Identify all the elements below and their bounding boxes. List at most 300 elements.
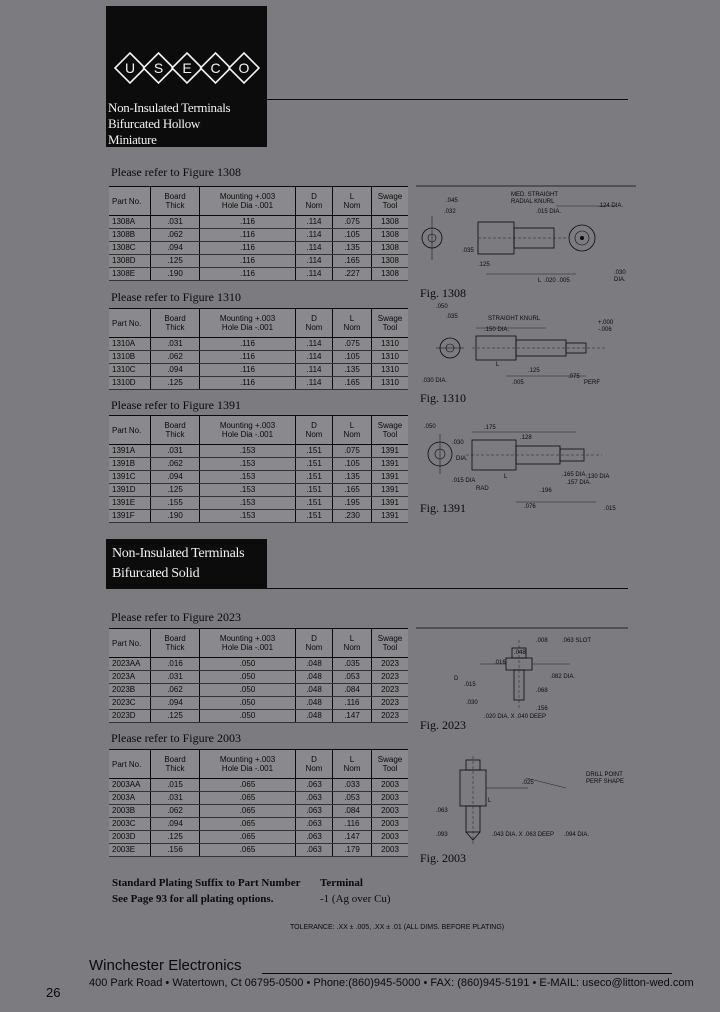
- figure-1310-drawing: [416, 300, 636, 390]
- cell-d: .063: [296, 844, 333, 857]
- header-swage: [372, 187, 409, 216]
- logo-letter: U: [124, 60, 136, 76]
- spec-table-1310: [109, 308, 408, 390]
- section1-title-line: Miniature: [108, 132, 157, 147]
- table-row: [109, 510, 408, 523]
- spec-table-2023: [109, 628, 408, 723]
- table-caption: Please refer to Figure 1308: [111, 165, 241, 179]
- header-swage-line2: Tool: [382, 643, 398, 652]
- dim-label: .020: [544, 278, 556, 284]
- cell-swage: 1308: [372, 229, 409, 242]
- cell-part-no: 1310B: [109, 351, 151, 364]
- header-swage-line1: Swage: [377, 314, 403, 323]
- dim-label: D: [454, 676, 459, 682]
- header-l: [333, 416, 372, 445]
- header-l: [333, 629, 372, 658]
- plating-terminal-value: -1 (Ag over Cu): [320, 893, 391, 905]
- dim-label: .050: [436, 304, 448, 310]
- cell-part-no: 2003B: [109, 805, 151, 818]
- dim-label: PERF: [584, 380, 601, 386]
- dim-label: +.000: [598, 320, 614, 326]
- table-body: [109, 338, 408, 390]
- table-row: [109, 338, 408, 351]
- header-l: [333, 187, 372, 216]
- cell-d: .114: [296, 338, 333, 351]
- header-d-line2: Nom: [305, 764, 323, 773]
- header-swage-line2: Tool: [382, 764, 398, 773]
- header-l-line1: L: [349, 314, 355, 323]
- cell-part-no: 1308A: [109, 216, 151, 229]
- cell-d: .114: [296, 229, 333, 242]
- table-row: [109, 377, 408, 390]
- cell-swage: 2003: [372, 818, 409, 831]
- cell-l: .165: [333, 484, 372, 497]
- cell-d: .114: [296, 242, 333, 255]
- logo-letter: S: [153, 60, 164, 76]
- cell-part-no: 2003C: [109, 818, 151, 831]
- dim-label: .032: [444, 209, 456, 215]
- table-row: [109, 710, 408, 723]
- figure-label: Fig. 2003: [420, 851, 467, 865]
- tolerance-note: TOLERANCE: .XX ± .005, .XX ± .01 (ALL DIMS. BEFORE PLATING): [290, 924, 505, 931]
- cell-part-no: 1308B: [109, 229, 151, 242]
- header-mounting: [200, 187, 296, 216]
- title-rule: [267, 99, 628, 100]
- dim-label: .150 DIA.: [484, 327, 510, 333]
- header-swage-line1: Swage: [377, 421, 403, 430]
- cell-swage: 2003: [372, 792, 409, 805]
- cell-d: .151: [296, 458, 333, 471]
- figure-2023-drawing: [440, 630, 620, 722]
- header-mounting-line1: Mounting +.003: [219, 314, 276, 323]
- header-mounting-line2: Hole Dia -.001: [221, 643, 274, 652]
- footer-rule: [262, 973, 672, 974]
- cell-part-no: 1391D: [109, 484, 151, 497]
- cell-swage: 1391: [372, 497, 409, 510]
- cell-hole: .116: [200, 229, 296, 242]
- logo-letter: C: [210, 60, 221, 76]
- cell-board: .125: [151, 710, 200, 723]
- cell-d: .048: [296, 658, 333, 671]
- dim-label: L: [538, 278, 542, 284]
- dim-label: .016: [494, 660, 506, 666]
- header-d: [296, 187, 333, 216]
- cell-hole: .116: [200, 351, 296, 364]
- table-row: [109, 792, 408, 805]
- cell-l: .053: [333, 792, 372, 805]
- cell-hole: .065: [200, 792, 296, 805]
- section2-title-line: Non-Insulated Terminals: [112, 546, 245, 561]
- dim-label: .128: [520, 435, 532, 441]
- plating-see-page: See Page 93 for all plating options.: [112, 893, 274, 905]
- cell-l: .105: [333, 351, 372, 364]
- cell-l: .135: [333, 242, 372, 255]
- cell-board: .125: [151, 484, 200, 497]
- header-d-line2: Nom: [305, 643, 323, 652]
- cell-l: .116: [333, 697, 372, 710]
- cell-hole: .116: [200, 242, 296, 255]
- cell-d: .114: [296, 351, 333, 364]
- table-header: [109, 750, 408, 779]
- cell-board: .094: [151, 364, 200, 377]
- dim-label: .050: [424, 424, 436, 430]
- dim-label: DRILL POINT: [586, 772, 623, 778]
- dim-label: .005: [512, 380, 524, 386]
- cell-d: .048: [296, 671, 333, 684]
- header-d: [296, 309, 333, 338]
- cell-board: .015: [151, 779, 200, 792]
- cell-board: .031: [151, 671, 200, 684]
- header-l-line2: Nom: [343, 323, 361, 332]
- cell-d: .114: [296, 377, 333, 390]
- header-swage-line1: Swage: [377, 192, 403, 201]
- table-row: [109, 255, 408, 268]
- header-d-line1: D: [311, 192, 317, 201]
- table-body: [109, 216, 408, 281]
- table-row: [109, 351, 408, 364]
- dim-label: .015: [464, 682, 476, 688]
- logo-diamond-group: [115, 53, 259, 83]
- table-row: [109, 844, 408, 857]
- cell-swage: 2023: [372, 684, 409, 697]
- table-row: [109, 471, 408, 484]
- header-l-line2: Nom: [343, 430, 361, 439]
- footer-company: Winchester Electronics: [89, 957, 242, 974]
- dim-label: .156: [536, 706, 548, 712]
- header-part-no: Part No.: [109, 416, 151, 445]
- dim-label: L: [504, 474, 508, 480]
- dim-label: .030 DIA.: [422, 378, 448, 384]
- cell-hole: .153: [200, 510, 296, 523]
- table-row: [109, 818, 408, 831]
- cell-board: .031: [151, 338, 200, 351]
- cell-l: .105: [333, 458, 372, 471]
- figure-label: Fig. 1308: [420, 286, 467, 300]
- table-row: [109, 268, 408, 281]
- cell-swage: 1308: [372, 255, 409, 268]
- cell-hole: .153: [200, 471, 296, 484]
- cell-board: .125: [151, 831, 200, 844]
- header-l-line1: L: [349, 755, 355, 764]
- dim-label: .094 DIA.: [564, 832, 590, 838]
- header-mounting-line2: Hole Dia -.001: [221, 323, 274, 332]
- dim-label: .175: [484, 425, 496, 431]
- cell-l: .230: [333, 510, 372, 523]
- header-board: [151, 416, 200, 445]
- table-body: [109, 445, 408, 523]
- table-row: [109, 458, 408, 471]
- table-row: [109, 445, 408, 458]
- cell-l: .033: [333, 779, 372, 792]
- cell-board: .062: [151, 458, 200, 471]
- header-swage: [372, 750, 409, 779]
- cell-board: .125: [151, 377, 200, 390]
- dim-label: .030: [614, 270, 626, 276]
- cell-part-no: 1308C: [109, 242, 151, 255]
- cell-d: .114: [296, 268, 333, 281]
- cell-d: .048: [296, 697, 333, 710]
- plating-terminal-heading: Terminal: [320, 877, 363, 889]
- table-row: [109, 671, 408, 684]
- cell-swage: 2003: [372, 844, 409, 857]
- cell-board: .031: [151, 216, 200, 229]
- cell-swage: 1391: [372, 471, 409, 484]
- cell-part-no: 2003D: [109, 831, 151, 844]
- cell-part-no: 1308E: [109, 268, 151, 281]
- dim-label: .082 DIA.: [550, 674, 576, 680]
- header-mounting-line1: Mounting +.003: [219, 634, 276, 643]
- plating-heading: Standard Plating Suffix to Part Number: [112, 877, 301, 889]
- cell-hole: .116: [200, 268, 296, 281]
- logo-letter: O: [238, 60, 250, 76]
- dim-label: -.006: [598, 327, 612, 333]
- header-board-line2: Thick: [165, 201, 185, 210]
- header-l-line2: Nom: [343, 764, 361, 773]
- cell-hole: .050: [200, 684, 296, 697]
- cell-swage: 1310: [372, 338, 409, 351]
- header-board-line1: Board: [164, 755, 186, 764]
- table-row: [109, 831, 408, 844]
- dim-label: .125: [528, 368, 540, 374]
- cell-part-no: 1308D: [109, 255, 151, 268]
- table-row: [109, 497, 408, 510]
- table-row: [109, 805, 408, 818]
- table-row: [109, 229, 408, 242]
- cell-d: .151: [296, 484, 333, 497]
- footer-address: 400 Park Road • Watertown, Ct 06795-0500 • Phone:(860)945-5000 • FAX: (860)945-5191 • E-MAIL: useco@litton-wed.com: [89, 977, 694, 989]
- logo-letter: E: [182, 60, 192, 76]
- table-header: [109, 309, 408, 338]
- header-part-no: Part No.: [109, 750, 151, 779]
- cell-hole: .050: [200, 671, 296, 684]
- table-row: [109, 684, 408, 697]
- table-header: [109, 187, 408, 216]
- header-l-line2: Nom: [343, 201, 361, 210]
- header-board-line2: Thick: [165, 643, 185, 652]
- cell-l: .084: [333, 805, 372, 818]
- cell-board: .094: [151, 471, 200, 484]
- cell-hole: .065: [200, 844, 296, 857]
- dim-label: .015 DIA: [452, 478, 476, 484]
- table-row: [109, 779, 408, 792]
- table-row: [109, 697, 408, 710]
- header-l: [333, 750, 372, 779]
- cell-l: .165: [333, 255, 372, 268]
- cell-swage: 2023: [372, 671, 409, 684]
- cell-part-no: 2023AA: [109, 658, 151, 671]
- cell-swage: 1310: [372, 377, 409, 390]
- cell-d: .063: [296, 818, 333, 831]
- cell-hole: .065: [200, 779, 296, 792]
- header-l: [333, 309, 372, 338]
- figure-1391-drawing: [416, 420, 636, 512]
- cell-d: .063: [296, 779, 333, 792]
- cell-d: .114: [296, 255, 333, 268]
- dim-label: .075: [568, 374, 580, 380]
- header-part-no: Part No.: [109, 309, 151, 338]
- dim-label: DIA.: [456, 456, 468, 462]
- dim-label: L: [488, 798, 492, 804]
- cell-part-no: 1391F: [109, 510, 151, 523]
- table-caption: Please refer to Figure 2023: [111, 610, 241, 624]
- cell-board: .062: [151, 351, 200, 364]
- cell-board: .062: [151, 229, 200, 242]
- cell-d: .048: [296, 710, 333, 723]
- header-d-line2: Nom: [305, 201, 323, 210]
- cell-hole: .116: [200, 255, 296, 268]
- cell-swage: 1308: [372, 242, 409, 255]
- header-mounting-line1: Mounting +.003: [219, 192, 276, 201]
- header-mounting-line1: Mounting +.003: [219, 755, 276, 764]
- cell-part-no: 2023C: [109, 697, 151, 710]
- cell-part-no: 1391B: [109, 458, 151, 471]
- dim-label: .008: [536, 638, 548, 644]
- cell-board: .062: [151, 805, 200, 818]
- cell-part-no: 2023D: [109, 710, 151, 723]
- cell-hole: .153: [200, 458, 296, 471]
- cell-part-no: 1391E: [109, 497, 151, 510]
- table-row: [109, 658, 408, 671]
- header-swage: [372, 309, 409, 338]
- header-mounting-line2: Hole Dia -.001: [221, 201, 274, 210]
- dim-label: DIA.: [614, 277, 626, 283]
- table-caption: Please refer to Figure 1310: [111, 290, 241, 304]
- cell-d: .063: [296, 831, 333, 844]
- header-swage-line1: Swage: [377, 634, 403, 643]
- header-board-line2: Thick: [165, 323, 185, 332]
- cell-swage: 2023: [372, 710, 409, 723]
- cell-board: .156: [151, 844, 200, 857]
- cell-hole: .050: [200, 697, 296, 710]
- section2-rule: [267, 588, 628, 589]
- cell-swage: 1308: [372, 268, 409, 281]
- header-mounting: [200, 416, 296, 445]
- spec-table-1308: [109, 186, 408, 281]
- header-board: [151, 187, 200, 216]
- cell-hole: .153: [200, 484, 296, 497]
- header-l-line1: L: [349, 634, 355, 643]
- dim-label: .068: [536, 688, 548, 694]
- cell-part-no: 1310D: [109, 377, 151, 390]
- cell-board: .094: [151, 818, 200, 831]
- spec-table-2003: [109, 749, 408, 857]
- table-header: [109, 629, 408, 658]
- cell-l: .075: [333, 216, 372, 229]
- dim-label: MED. STRAIGHT: [511, 192, 559, 198]
- cell-d: .114: [296, 216, 333, 229]
- cell-d: .063: [296, 792, 333, 805]
- dim-label: .093: [436, 832, 448, 838]
- dim-label: .035: [462, 248, 474, 254]
- cell-hole: .116: [200, 377, 296, 390]
- cell-hole: .116: [200, 338, 296, 351]
- header-part-no: Part No.: [109, 187, 151, 216]
- cell-board: .190: [151, 510, 200, 523]
- header-d-line2: Nom: [305, 323, 323, 332]
- cell-l: .135: [333, 364, 372, 377]
- cell-d: .151: [296, 510, 333, 523]
- header-swage: [372, 416, 409, 445]
- header-board-line1: Board: [164, 634, 186, 643]
- dim-label: L: [496, 362, 500, 368]
- header-board-line1: Board: [164, 421, 186, 430]
- cell-part-no: 1391A: [109, 445, 151, 458]
- cell-d: .063: [296, 805, 333, 818]
- cell-board: .016: [151, 658, 200, 671]
- header-d-line1: D: [311, 421, 317, 430]
- cell-swage: 1391: [372, 458, 409, 471]
- cell-swage: 2003: [372, 805, 409, 818]
- section1-title: [108, 100, 230, 148]
- dim-label: .165 DIA.: [562, 472, 588, 478]
- header-mounting: [200, 750, 296, 779]
- dim-label: .030: [466, 700, 478, 706]
- table-row: [109, 364, 408, 377]
- cell-part-no: 2023B: [109, 684, 151, 697]
- dim-label: .124 DIA.: [598, 203, 624, 209]
- cell-l: .116: [333, 818, 372, 831]
- header-swage: [372, 629, 409, 658]
- cell-hole: .116: [200, 364, 296, 377]
- cell-hole: .050: [200, 710, 296, 723]
- cell-hole: .153: [200, 497, 296, 510]
- cell-board: .094: [151, 242, 200, 255]
- header-d: [296, 416, 333, 445]
- header-swage-line2: Tool: [382, 201, 398, 210]
- table-row: [109, 484, 408, 497]
- cell-swage: 1391: [372, 510, 409, 523]
- header-board: [151, 309, 200, 338]
- dim-label: .125: [478, 262, 490, 268]
- page-number: 26: [46, 985, 61, 1000]
- dim-label: .048: [514, 650, 526, 656]
- section2-title-line: Bifurcated Solid: [112, 566, 200, 581]
- header-mounting-line2: Hole Dia -.001: [221, 764, 274, 773]
- dim-label: .196: [540, 488, 552, 494]
- section1-title-line: Bifurcated Hollow: [108, 116, 201, 131]
- cell-l: .105: [333, 229, 372, 242]
- header-d-line1: D: [311, 314, 317, 323]
- cell-l: .179: [333, 844, 372, 857]
- table-row: [109, 242, 408, 255]
- cell-l: .227: [333, 268, 372, 281]
- cell-swage: 2003: [372, 779, 409, 792]
- figure-1308-drawing: [416, 186, 636, 286]
- cell-l: .147: [333, 831, 372, 844]
- dim-label: .030: [452, 440, 464, 446]
- table-caption: Please refer to Figure 1391: [111, 398, 241, 412]
- dim-label: RADIAL KNURL: [511, 199, 555, 205]
- cell-d: .114: [296, 364, 333, 377]
- header-d-line1: D: [311, 634, 317, 643]
- header-mounting: [200, 309, 296, 338]
- cell-d: .151: [296, 497, 333, 510]
- figure-label: Fig. 1310: [420, 391, 467, 405]
- cell-l: .147: [333, 710, 372, 723]
- cell-part-no: 2003E: [109, 844, 151, 857]
- dim-label: .015: [604, 506, 616, 512]
- cell-l: .084: [333, 684, 372, 697]
- header-board: [151, 750, 200, 779]
- cell-board: .031: [151, 445, 200, 458]
- cell-swage: 1310: [372, 351, 409, 364]
- cell-swage: 1308: [372, 216, 409, 229]
- header-mounting-line1: Mounting +.003: [219, 421, 276, 430]
- dim-label: .157 DIA.: [566, 480, 592, 486]
- section1-title-line: Non-Insulated Terminals: [108, 100, 231, 115]
- dim-label: .076: [524, 504, 536, 510]
- cell-board: .031: [151, 792, 200, 805]
